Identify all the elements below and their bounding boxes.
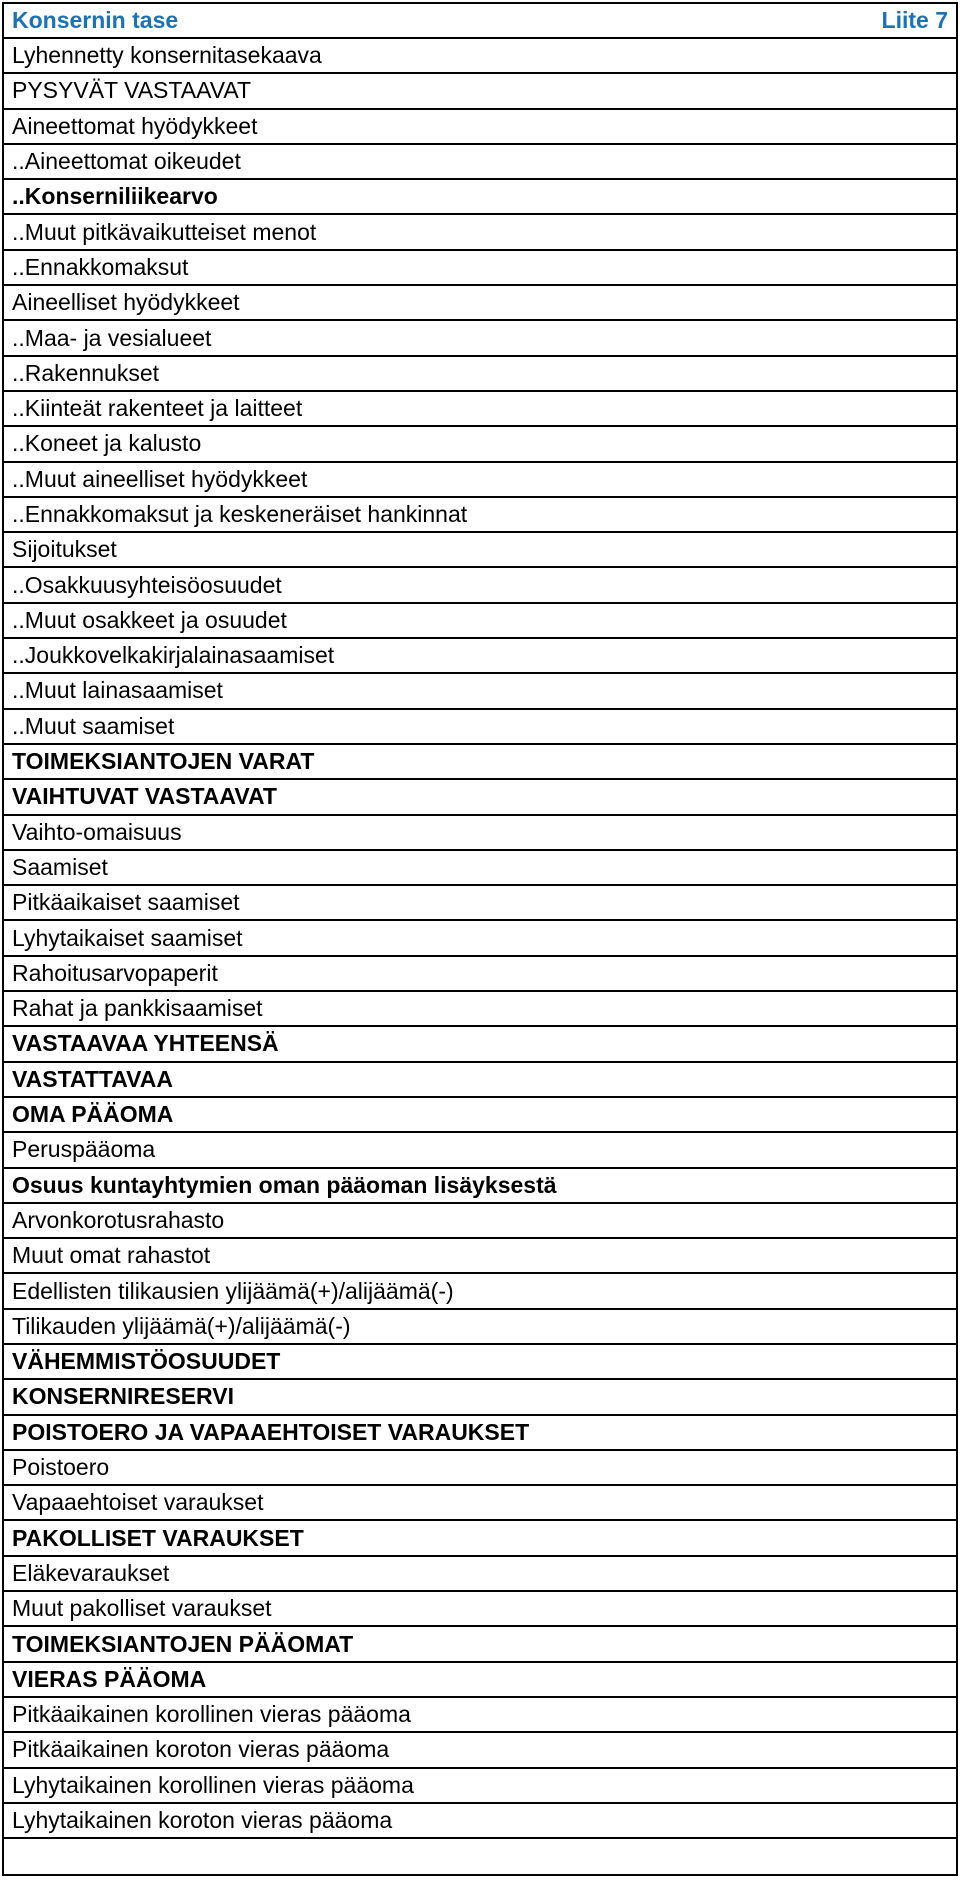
table-row: PAKOLLISET VARAUKSET xyxy=(4,1521,956,1556)
table-row: ..Muut pitkävaikutteiset menot xyxy=(4,215,956,250)
table-row: Pitkäaikaiset saamiset xyxy=(4,886,956,921)
appendix-label: Liite 7 xyxy=(881,7,948,33)
table-row: VIERAS PÄÄOMA xyxy=(4,1663,956,1698)
table-row: VAIHTUVAT VASTAAVAT xyxy=(4,780,956,815)
table-row: ..Ennakkomaksut ja keskeneräiset hankinnat xyxy=(4,498,956,533)
table-row: ..Kiinteät rakenteet ja laitteet xyxy=(4,392,956,427)
table-row: Peruspääoma xyxy=(4,1133,956,1168)
table-row: Lyhytaikainen korollinen vieras pääoma xyxy=(4,1769,956,1804)
table-row: Muut pakolliset varaukset xyxy=(4,1592,956,1627)
table-row: Tilikauden ylijäämä(+)/alijäämä(-) xyxy=(4,1310,956,1345)
table-row: ..Rakennukset xyxy=(4,357,956,392)
table-row: ..Maa- ja vesialueet xyxy=(4,321,956,356)
table-row: ..Joukkovelkakirjalainasaamiset xyxy=(4,639,956,674)
table-row: VASTATTAVAA xyxy=(4,1063,956,1098)
table-row xyxy=(4,1839,956,1874)
table-row: Pitkäaikainen koroton vieras pääoma xyxy=(4,1733,956,1768)
table-row: Eläkevaraukset xyxy=(4,1557,956,1592)
table-row: KONSERNIRESERVI xyxy=(4,1380,956,1415)
table-row: Sijoitukset xyxy=(4,533,956,568)
table-row: TOIMEKSIANTOJEN VARAT xyxy=(4,745,956,780)
table-row: PYSYVÄT VASTAAVAT xyxy=(4,74,956,109)
table-row: VASTAAVAA YHTEENSÄ xyxy=(4,1027,956,1062)
table-header xyxy=(4,4,956,39)
table-row: Edellisten tilikausien ylijäämä(+)/alijäämä(-) xyxy=(4,1274,956,1309)
table-row: Rahat ja pankkisaamiset xyxy=(4,992,956,1027)
table-row: ..Ennakkomaksut xyxy=(4,251,956,286)
table-row: Vaihto-omaisuus xyxy=(4,816,956,851)
table-row: Poistoero xyxy=(4,1451,956,1486)
table-row: Aineettomat hyödykkeet xyxy=(4,110,956,145)
table-row: OMA PÄÄOMA xyxy=(4,1098,956,1133)
table-row: ..Muut lainasaamiset xyxy=(4,674,956,709)
table-row: POISTOERO JA VAPAAEHTOISET VARAUKSET xyxy=(4,1416,956,1451)
table-row: ..Osakkuusyhteisöosuudet xyxy=(4,568,956,603)
table-row: Lyhytaikaiset saamiset xyxy=(4,921,956,956)
table-row: ..Muut saamiset xyxy=(4,710,956,745)
table-row: Rahoitusarvopaperit xyxy=(4,957,956,992)
table-row: Saamiset xyxy=(4,851,956,886)
table-body xyxy=(4,39,956,1874)
table-row: ..Konserniliikearvo xyxy=(4,180,956,215)
page-title: Konsernin tase xyxy=(12,7,179,33)
table-row: Vapaaehtoiset varaukset xyxy=(4,1486,956,1521)
table-row: TOIMEKSIANTOJEN PÄÄOMAT xyxy=(4,1627,956,1662)
table-row: Lyhytaikainen koroton vieras pääoma xyxy=(4,1804,956,1839)
table-row: Pitkäaikainen korollinen vieras pääoma xyxy=(4,1698,956,1733)
table-row: Osuus kuntayhtymien oman pääoman lisäyksestä xyxy=(4,1169,956,1204)
table-row: VÄHEMMISTÖOSUUDET xyxy=(4,1345,956,1380)
balance-sheet-table xyxy=(2,2,958,1876)
table-row: Aineelliset hyödykkeet xyxy=(4,286,956,321)
table-row: ..Muut aineelliset hyödykkeet xyxy=(4,463,956,498)
table-row: ..Aineettomat oikeudet xyxy=(4,145,956,180)
table-row: Lyhennetty konsernitasekaava xyxy=(4,39,956,74)
table-row: Muut omat rahastot xyxy=(4,1239,956,1274)
table-row: ..Muut osakkeet ja osuudet xyxy=(4,604,956,639)
table-row: Arvonkorotusrahasto xyxy=(4,1204,956,1239)
table-row: ..Koneet ja kalusto xyxy=(4,427,956,462)
